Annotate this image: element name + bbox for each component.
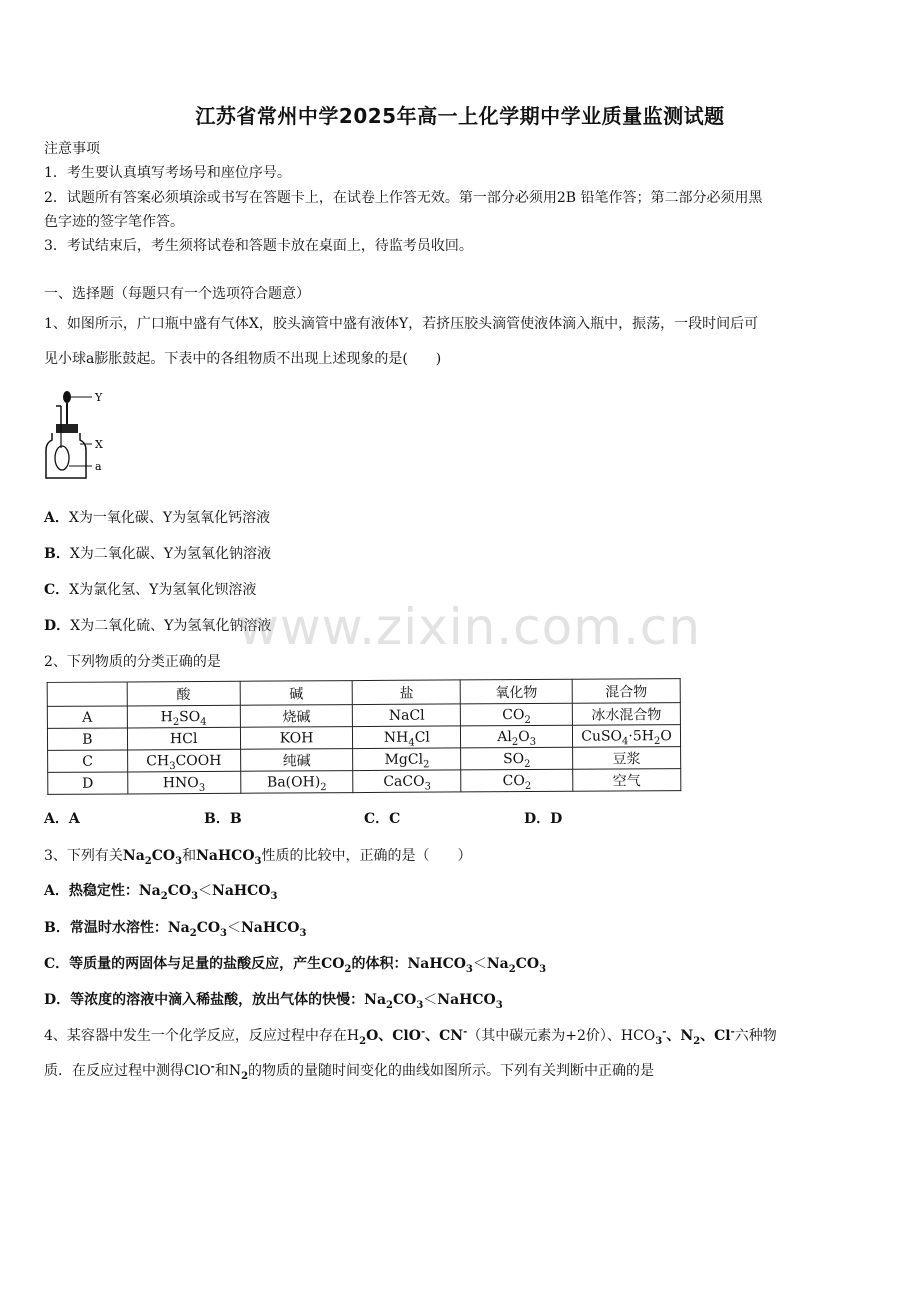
header-cell: 氧化物 [460, 679, 572, 704]
header-cell [47, 682, 127, 706]
q3-option-b[interactable]: B．常温时水溶性：$Na_2CO_3<NaHCO_3$ [44, 920, 307, 939]
watermark: www.zixin.com.cn [238, 598, 702, 656]
option-text: X为二氧化硫、Y为氢氧化钠溶液 [70, 618, 272, 634]
question-2-stem: 2、下列物质的分类正确的是 [44, 654, 221, 670]
oxide-cell: $CO_2$ [461, 703, 573, 726]
header-cell: 酸 [127, 681, 240, 706]
question-4-stem-cont: 质．在反应过程中测得ClO-和$N_2$的物质的量随时间变化的曲线如图所示。下列有关判断中正确的是 [44, 1061, 655, 1082]
salt-cell: NaCl [353, 704, 461, 727]
q2-option-b[interactable]: B．B [204, 811, 242, 827]
q1-option-a[interactable] [44, 507, 270, 527]
option-text: X为二氧化碳、Y为氢氧化钠溶液 [69, 546, 272, 562]
oxide-cell: $CO_2$ [461, 769, 573, 792]
oxide-cell: $Al_2O_3$ [461, 725, 573, 748]
row-key: A [47, 706, 127, 728]
notice-heading: 注意事项 [44, 141, 100, 157]
salt-cell: $NH_4Cl$ [353, 726, 461, 749]
q2-options [44, 808, 604, 828]
notice-item-3: 3．考试结束后，考生须将试卷和答题卡放在桌面上，待监考员收回。 [44, 238, 473, 254]
flask-apparatus-figure [40, 388, 120, 488]
row-key: B [47, 728, 127, 750]
mixture-cell: 冰水混合物 [572, 703, 680, 726]
q2-option-a[interactable]: A．A [44, 811, 80, 827]
notice-item-2-cont: 色字迹的签字笔作答。 [44, 214, 184, 230]
mixture-cell: 豆浆 [573, 747, 681, 770]
q1-option-c[interactable] [44, 579, 256, 599]
option-text: X为氯化氢、Y为氢氧化钡溶液 [69, 582, 257, 598]
base-cell: 烧碱 [240, 705, 353, 728]
mixture-cell: 空气 [573, 769, 681, 792]
salt-cell: CaCO$_3$ [353, 770, 461, 793]
question-4-stem: 4、某容器中发生一个化学反应，反应过程中存在$H_2O$、ClO-、CN-（其中碳元素为+2价）、$HCO_3^-$、$N_2$、Cl-六种物 [44, 1026, 777, 1047]
classification-table [47, 678, 682, 795]
row-key: D [48, 772, 128, 794]
q3-option-d[interactable]: D．等浓度的溶液中滴入稀盐酸，放出气体的快慢：$Na_2CO_3<NaHCO_3$ [44, 992, 503, 1011]
salt-cell: MgCl$_2$ [353, 748, 461, 771]
notice-item-2: 2．试题所有答案必须填涂或书写在答题卡上，在试卷上作答无效。第一部分必须用2B 铅笔作答；第二部分必须用黑 [44, 190, 763, 206]
header-cell: 混合物 [572, 679, 680, 704]
table-row [48, 769, 681, 795]
acid-cell: $H_2SO_4$ [127, 705, 240, 728]
q1-option-b[interactable] [44, 543, 271, 563]
option-key: B． [44, 546, 70, 562]
section-heading: 一、选择题（每题只有一个选项符合题意） [44, 286, 310, 302]
question-1-stem: 1、如图所示，广口瓶中盛有气体X，胶头滴管中盛有液体Y，若挤压胶头滴管使液体滴入瓶中，振荡，一段时间后可 [44, 316, 759, 332]
base-cell: $Ba(OH)_2$ [240, 771, 353, 794]
label-y: Y [95, 391, 103, 404]
mixture-cell: $CuSO_4\cdot 5H_2O$ [572, 725, 680, 748]
q3-option-a[interactable]: A．热稳定性：$Na_2CO_3<NaHCO_3$ [44, 883, 278, 902]
option-key: D． [44, 618, 71, 634]
label-x: X [95, 438, 103, 451]
base-cell: KOH [240, 727, 353, 750]
oxide-cell: $SO_2$ [461, 747, 573, 770]
question-1-stem-cont: 见小球a膨胀鼓起。下表中的各组物质不出现上述现象的是( ) [44, 351, 442, 367]
row-key: C [48, 750, 128, 772]
notice-item-1: 1．考生要认真填写考场号和座位序号。 [44, 165, 291, 181]
q2-option-d[interactable]: D．D [524, 811, 563, 827]
header-cell: 盐 [353, 680, 461, 705]
q2-option-c[interactable]: C．C [364, 811, 401, 827]
option-text: X为一氧化碳、Y为氢氧化钙溶液 [68, 510, 271, 526]
base-cell: 纯碱 [240, 749, 353, 772]
option-key: A． [44, 510, 69, 526]
acid-cell: $CH_3COOH$ [127, 749, 240, 772]
header-cell: 碱 [240, 681, 353, 706]
q3-option-c[interactable]: C．等质量的两固体与足量的盐酸反应，产生$CO_2$的体积：$NaHCO_3<Na_2CO_3$ [44, 956, 547, 975]
acid-cell: $HNO_3$ [127, 771, 240, 794]
label-a: a [95, 460, 102, 473]
acid-cell: HCl [127, 727, 240, 750]
question-3-stem: 3、下列有关$Na_2CO_3$和NaHCO$_3$性质的比较中，正确的是（ ） [44, 848, 472, 867]
page-title: 江苏省常州中学2025年高一上化学期中学业质量监测试题 [195, 104, 725, 128]
option-key: C． [44, 582, 70, 598]
